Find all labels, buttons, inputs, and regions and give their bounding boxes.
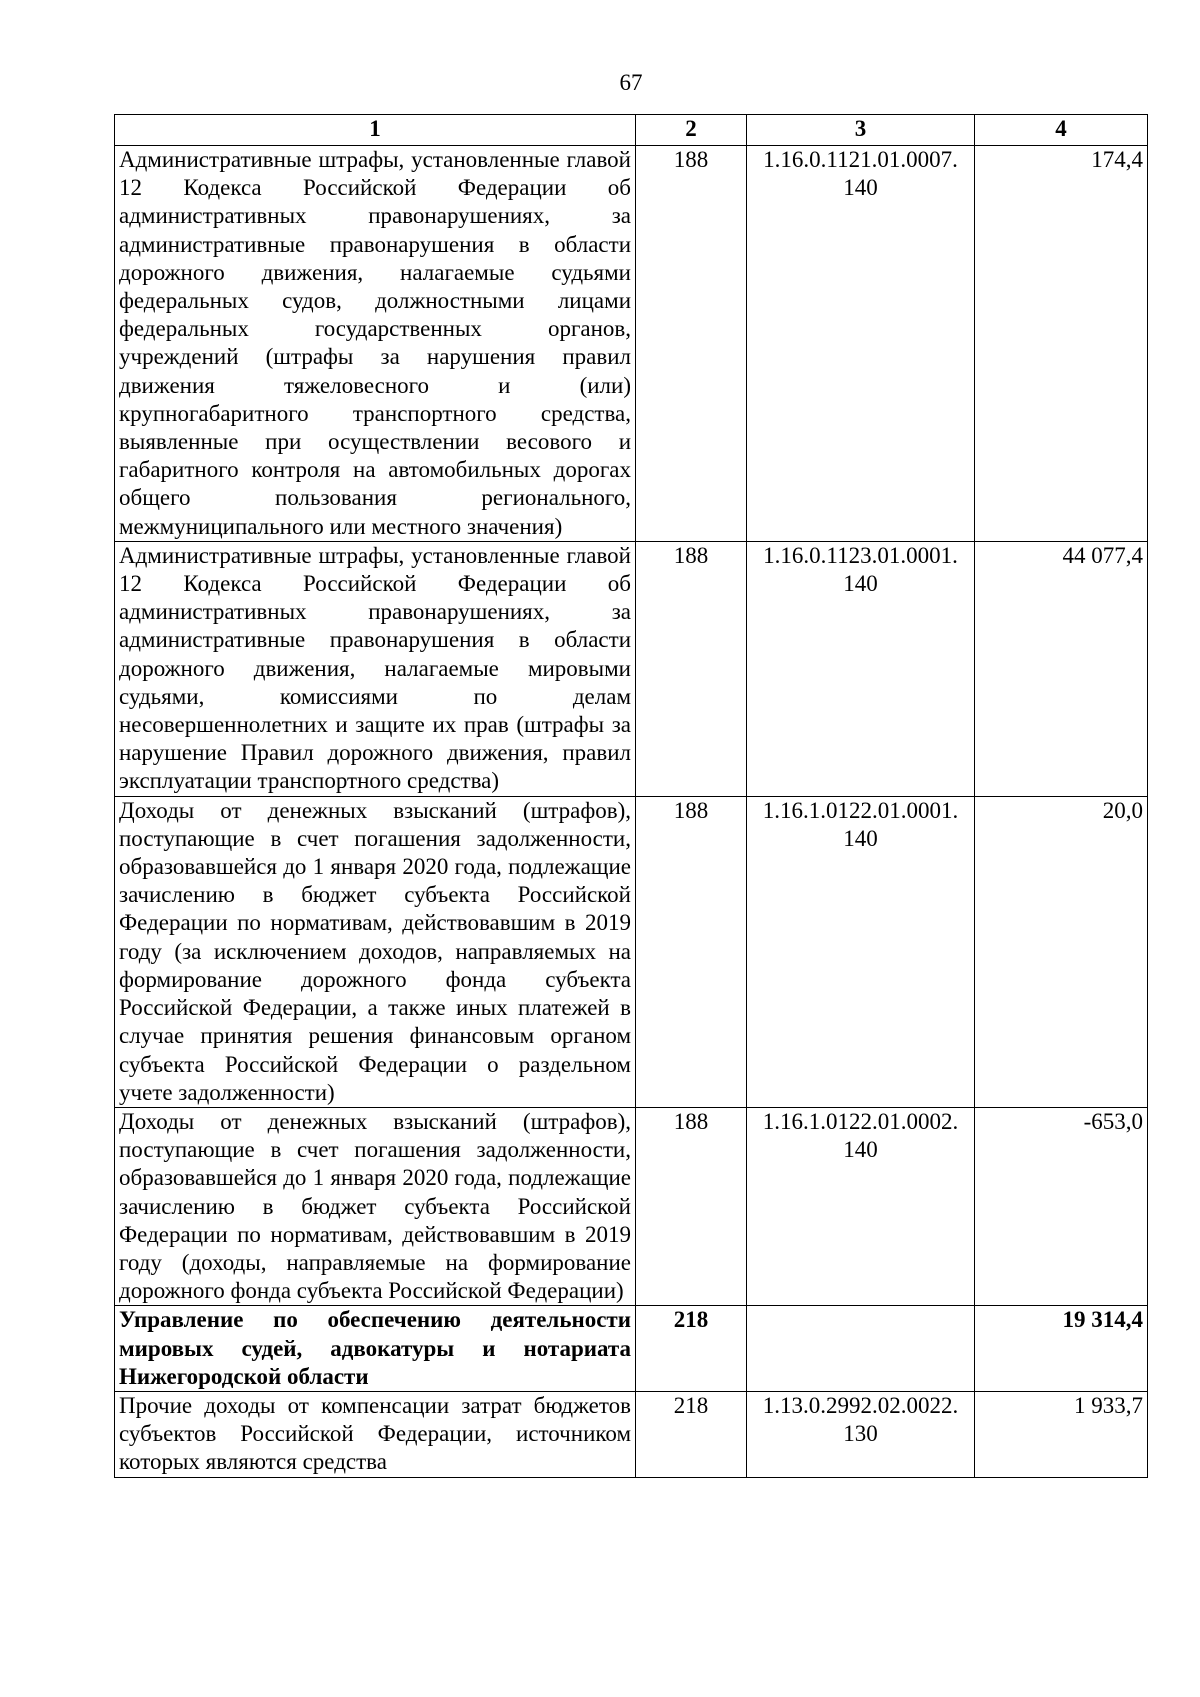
table-row xyxy=(115,796,1148,1107)
row-classification-code: 1.16.1.0122.01.0001. 140 xyxy=(747,796,975,1107)
row-amount: 174,4 xyxy=(975,146,1148,542)
row-classification-code: 1.16.0.1123.01.0001. 140 xyxy=(747,541,975,796)
row-classification-code: 1.16.0.1121.01.0007. 140 xyxy=(747,146,975,542)
table-row-section-header xyxy=(115,1306,1148,1392)
row-classification-code xyxy=(747,1306,975,1392)
table-row xyxy=(115,146,1148,542)
row-amount: 1 933,7 xyxy=(975,1391,1148,1477)
table-row xyxy=(115,541,1148,796)
header-col-3: 3 xyxy=(747,115,975,146)
header-col-4: 4 xyxy=(975,115,1148,146)
row-name: Административные штрафы, установленные главой 12 Кодекса Российской Федерации об административных правонарушениях, за административные правонарушения в области дорожного движения, налагаемые судьями федеральных судов, должностными лицами федеральных государственных органов, учреждений (штрафы за нарушения правил движения тяжеловесного и (или) крупногабаритного транспортного средства, выявленные при осуществлении весового и габаритного контроля на автомобильных дорогах общего пользования регионального, межмуниципального или местного значения) xyxy=(115,146,636,542)
row-amount: 20,0 xyxy=(975,796,1148,1107)
table-header-row xyxy=(115,115,1148,146)
revenue-table xyxy=(114,114,1148,1478)
row-name: Доходы от денежных взысканий (штрафов), поступающие в счет погашения задолженности, образовавшейся до 1 января 2020 года, подлежащие зачислению в бюджет субъекта Российской Федерации по нормативам, действовавшим в 2019 году (за исключением доходов, направляемых на формирование дорожного фонда субъекта Российской Федерации, а также иных платежей в случае принятия решения финансовым органом субъекта Российской Федерации о раздельном учете задолженности) xyxy=(115,796,636,1107)
row-amount: 44 077,4 xyxy=(975,541,1148,796)
table-row xyxy=(115,1107,1148,1305)
row-classification-code: 1.16.1.0122.01.0002. 140 xyxy=(747,1107,975,1305)
row-name: Управление по обеспечению деятельности мировых судей, адвокатуры и нотариата Нижегородской области xyxy=(115,1306,636,1392)
row-admin-code: 218 xyxy=(636,1391,747,1477)
row-classification-code: 1.13.0.2992.02.0022. 130 xyxy=(747,1391,975,1477)
header-col-2: 2 xyxy=(636,115,747,146)
row-amount: 19 314,4 xyxy=(975,1306,1148,1392)
row-admin-code: 188 xyxy=(636,796,747,1107)
row-amount: -653,0 xyxy=(975,1107,1148,1305)
row-admin-code: 188 xyxy=(636,146,747,542)
row-name: Прочие доходы от компенсации затрат бюджетов субъектов Российской Федерации, источником которых являются средства xyxy=(115,1391,636,1477)
row-name: Административные штрафы, установленные главой 12 Кодекса Российской Федерации об административных правонарушениях, за административные правонарушения в области дорожного движения, налагаемые мировыми судьями, комиссиями по делам несовершеннолетних и защите их прав (штрафы за нарушение Правил дорожного движения, правил эксплуатации транспортного средства) xyxy=(115,541,636,796)
row-admin-code: 188 xyxy=(636,541,747,796)
page-number: 67 xyxy=(619,70,643,95)
header-col-1: 1 xyxy=(115,115,636,146)
table-row xyxy=(115,1391,1148,1477)
row-admin-code: 188 xyxy=(636,1107,747,1305)
row-name: Доходы от денежных взысканий (штрафов), поступающие в счет погашения задолженности, образовавшейся до 1 января 2020 года, подлежащие зачислению в бюджет субъекта Российской Федерации по нормативам, действовавшим в 2019 году (доходы, направляемые на формирование дорожного фонда субъекта Российской Федерации) xyxy=(115,1107,636,1305)
row-admin-code: 218 xyxy=(636,1306,747,1392)
